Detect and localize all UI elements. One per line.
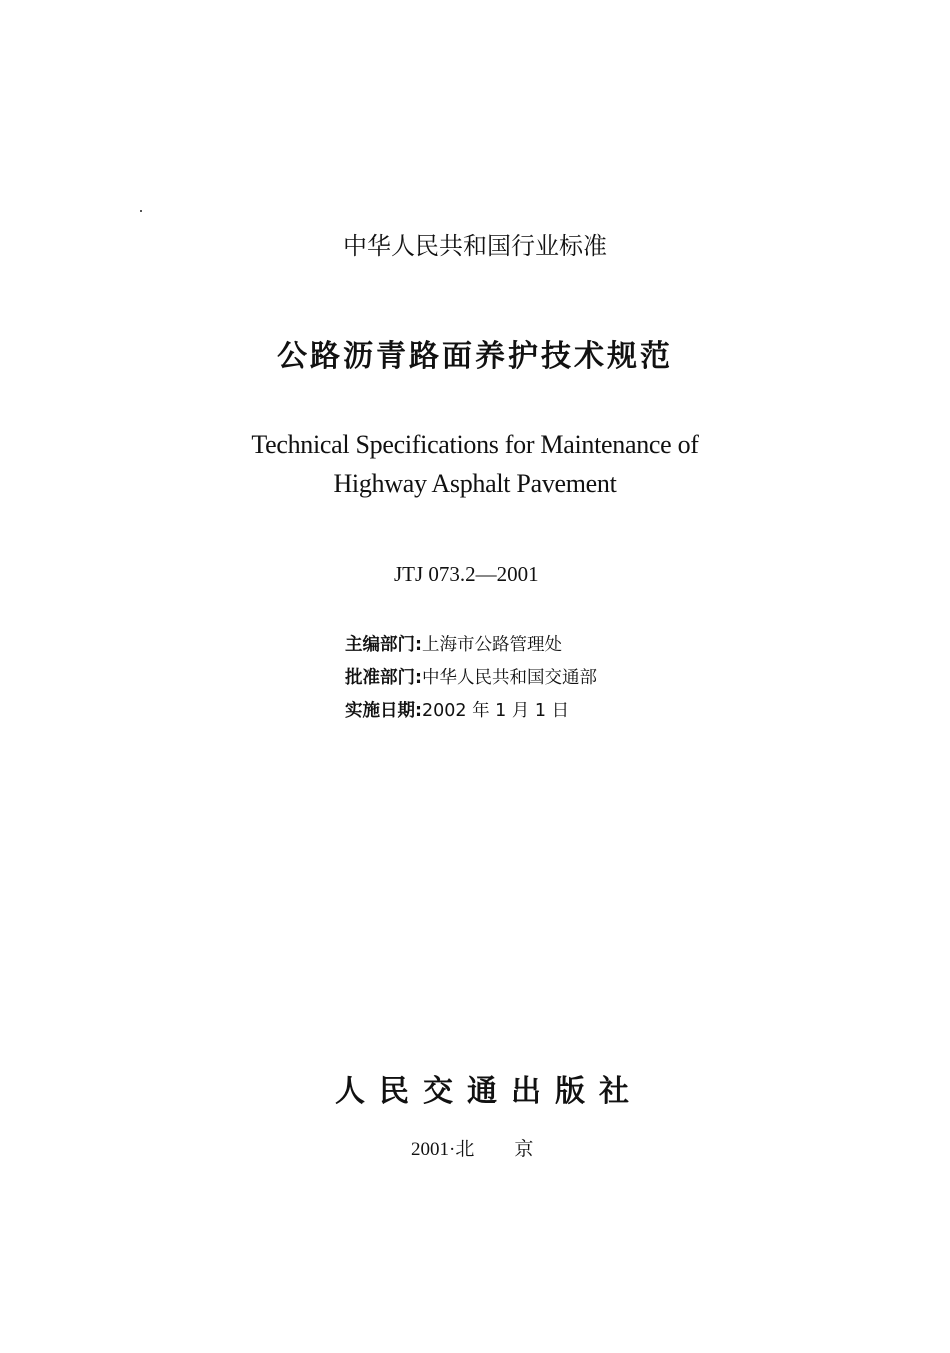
document-metadata xyxy=(345,629,597,728)
publication-year-city xyxy=(411,1134,533,1161)
document-title-chinese: 公路沥青路面养护技术规范 xyxy=(277,339,673,374)
editor-row xyxy=(345,629,597,662)
publisher-name: 人民交通出版社 xyxy=(335,1074,643,1109)
editor-label: 主编部门: xyxy=(345,635,422,655)
publication-year-city-head: 2001·北 xyxy=(411,1139,475,1160)
effective-date-label: 实施日期: xyxy=(345,701,422,721)
industry-standard-heading: 中华人民共和国行业标准 xyxy=(343,232,607,260)
document-title-english-line2: Highway Asphalt Pavement xyxy=(333,469,617,498)
publication-city-tail: 京 xyxy=(514,1139,534,1160)
effective-date-value: 2002 年 1 月 1 日 xyxy=(422,701,570,721)
approver-label: 批准部门: xyxy=(345,668,422,688)
approver-row xyxy=(345,662,597,695)
approver-value: 中华人民共和国交通部 xyxy=(422,668,597,688)
editor-value: 上海市公路管理处 xyxy=(422,635,562,655)
document-title-english-line1: Technical Specifications for Maintenance of xyxy=(251,430,699,459)
effective-date-row xyxy=(345,695,597,728)
standard-code: JTJ 073.2—2001 xyxy=(394,562,539,586)
scan-speck xyxy=(140,210,142,212)
